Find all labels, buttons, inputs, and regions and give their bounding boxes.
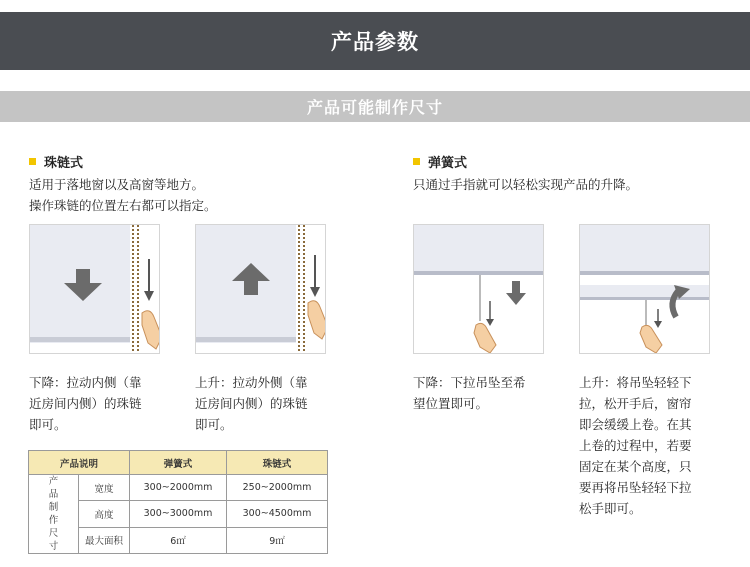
down-arrow-icon [506, 281, 526, 305]
chain-up-illustration [195, 224, 326, 354]
caption-line: 近房间内侧）的珠链 [195, 396, 308, 411]
caption-line: 望位置即可。 [413, 396, 489, 411]
spring-up-illustration [579, 224, 710, 354]
caption-line: 近房间内侧）的珠链 [29, 396, 142, 411]
caption-line: 要再将吊坠轻轻下拉 [579, 480, 692, 495]
table-header-cell: 产品说明 [29, 451, 130, 475]
row-label: 高度 [79, 501, 130, 527]
caption-line: 拉，松开手后，窗帘 [579, 396, 692, 411]
row-label: 宽度 [79, 475, 130, 501]
hand-icon [640, 325, 662, 353]
row-label: 最大面积 [79, 527, 130, 553]
bead-chain-heading [29, 152, 83, 171]
pull-arrow-icon [486, 301, 494, 326]
caption-line: 即可。 [29, 417, 67, 432]
bead-chain-desc-line: 操作珠链的位置左右都可以指定。 [29, 198, 217, 213]
section-header [0, 91, 750, 122]
spring-heading [413, 152, 467, 171]
section-header-title: 产品可能制作尺寸 [306, 98, 443, 117]
side-label-char: 尺 [48, 528, 59, 539]
table-cell: 9㎡ [227, 527, 328, 553]
bead-chain-description [29, 174, 217, 216]
caption-line: 上升：拉动外侧（靠 [195, 375, 308, 390]
chain-down-caption [29, 372, 142, 435]
chain-down-illustration [29, 224, 160, 354]
caption-line: 上卷的过程中，若要 [579, 438, 692, 453]
pull-arrow-icon [654, 309, 662, 328]
table-header-cell: 珠链式 [227, 451, 328, 475]
table-cell: 250~2000mm [227, 475, 328, 501]
caption-line: 即可。 [195, 417, 233, 432]
caption-line: 松手即可。 [579, 501, 642, 516]
table-cell: 300~2000mm [130, 475, 227, 501]
hand-icon [142, 311, 160, 349]
bullet-icon [29, 158, 36, 165]
pull-arrow-icon [144, 259, 154, 301]
caption-line: 上升：将吊坠轻轻下 [579, 375, 692, 390]
bead-chain-desc-line: 适用于落地窗以及高窗等地方。 [29, 177, 205, 192]
table-row [29, 475, 328, 501]
hand-icon [308, 301, 326, 339]
side-label-char: 制 [48, 502, 59, 513]
chain-up-caption [195, 372, 308, 435]
side-label-char: 品 [48, 489, 59, 500]
spec-table [28, 450, 328, 554]
table-side-label [29, 475, 79, 554]
bullet-icon [413, 158, 420, 165]
page-header [0, 12, 750, 70]
table-cell: 6㎡ [130, 527, 227, 553]
caption-line: 即会缓缓上卷。在其 [579, 417, 692, 432]
table-header-cell: 弹簧式 [130, 451, 227, 475]
page-title: 产品参数 [331, 30, 419, 54]
spring-description: 只通过手指就可以轻松实现产品的升降。 [413, 177, 639, 192]
spring-down-caption [413, 372, 526, 414]
caption-line: 固定在某个高度，只 [579, 459, 692, 474]
table-header-row [29, 451, 328, 475]
side-label-char: 作 [48, 515, 59, 526]
side-label-char: 产 [48, 476, 59, 487]
pull-arrow-icon [310, 255, 320, 297]
side-label-char: 寸 [48, 541, 59, 552]
spring-title: 弹簧式 [428, 156, 468, 171]
spring-up-caption [579, 372, 692, 519]
caption-line: 下降：拉动内侧（靠 [29, 375, 142, 390]
caption-line: 下降：下拉吊坠至希 [413, 375, 526, 390]
table-cell: 300~4500mm [227, 501, 328, 527]
table-cell: 300~3000mm [130, 501, 227, 527]
bead-chain-title: 珠链式 [44, 156, 84, 171]
spring-down-illustration [413, 224, 544, 354]
hand-icon [474, 323, 496, 353]
